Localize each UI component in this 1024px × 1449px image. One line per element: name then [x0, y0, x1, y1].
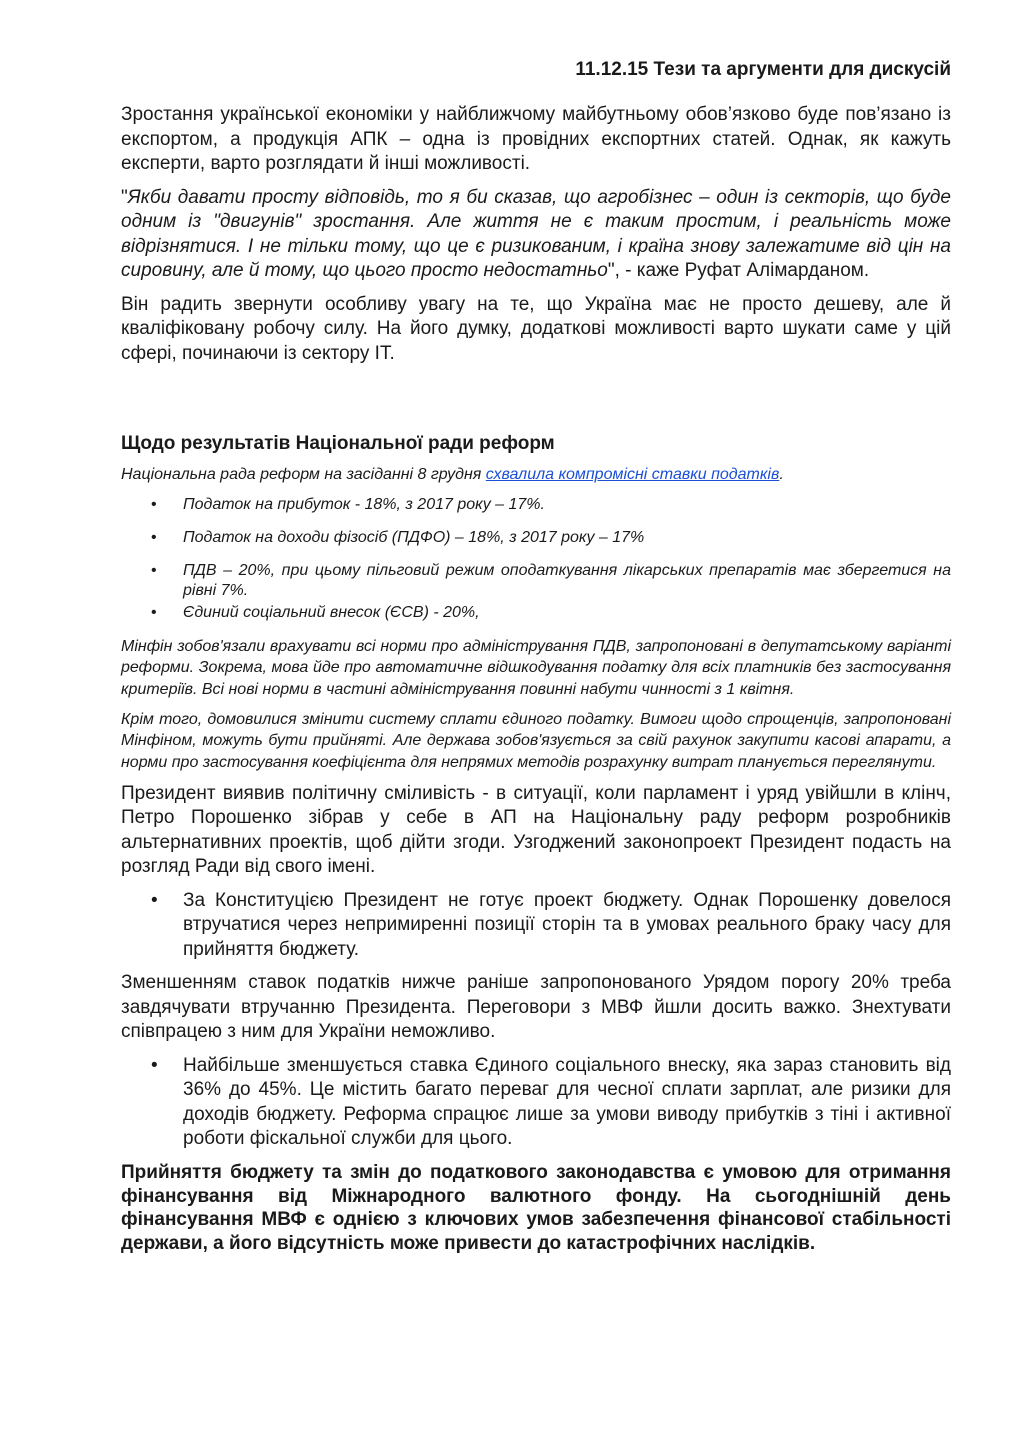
- quote-open: ": [121, 186, 128, 208]
- minfin-paragraph: Мінфін зобов'язали врахувати всі норми про адміністрування ПДВ, запропоновані в депутатському варіанті реформи. Зокрема, мова йде про автоматичне відшкодування податку для всіх платників без застосування критеріїв. Всі нові норми в частині адміністрування повинні набути чинності з 1 квітня.: [121, 637, 951, 698]
- list-item: [121, 495, 951, 515]
- intro-paragraph: Зростання української економіки у найближчому майбутньому обов’язково буде пов’язано із експортом, а продукція АПК – одна із провідних експортних статей. Однак, як кажуть експерти, варто розглядати й інші можливості.: [121, 104, 951, 174]
- esv-list: [121, 1054, 951, 1152]
- bullet-icon: •: [151, 1054, 158, 1076]
- bullet-icon: •: [151, 889, 158, 911]
- list-item-text: Податок на прибуток - 18%, з 2017 року – 17%.: [183, 495, 545, 513]
- president-paragraph: Президент виявив політичну сміливість - в ситуації, коли парламент і уряд увійшли в клінч, Петро Порошенко зібрав у себе в АП на Національну раду реформ розробників альтернативних проектів, щоб дійти згоди. Узгоджений законопроект Президент подасть на розгляд Ради від свого імені.: [121, 782, 951, 878]
- list-item: [121, 528, 951, 548]
- list-item-text: Податок на доходи фізосіб (ПДФО) – 18%, з 2017 року – 17%: [183, 528, 645, 546]
- quote-paragraph: [121, 186, 951, 284]
- list-item: [121, 603, 951, 623]
- bullet-icon: •: [151, 495, 157, 513]
- bullet-icon: •: [151, 603, 157, 621]
- section-lead: [121, 464, 951, 486]
- section-title: Щодо результатів Національної ради реформ: [121, 433, 555, 454]
- list-item-text: За Конституцією Президент не готує проект бюджету. Однак Порошенку довелося втручатися через непримиренні позиції сторін та в умовах реального браку часу для прийняття бюджету.: [183, 889, 951, 960]
- bullet-icon: •: [151, 528, 157, 546]
- section-lead-text: Національна рада реформ на засіданні 8 грудня: [121, 466, 486, 483]
- list-item: [121, 1054, 951, 1152]
- page-title: 11.12.15 Тези та аргументи для дискусій: [575, 59, 951, 80]
- single-tax-paragraph: Крім того, домовилися змінити систему сплати єдиного податку. Вимоги щодо спрощенців, запропоновані Мінфіном, можуть бути прийняті. Але держава зобов'язується за свій рахунок закупити касові апарати, а норми про застосування коефіцієнта для непрямих методів розрахунку витрат планується переглянути.: [121, 710, 951, 772]
- list-item-text: Найбільше зменшується ставка Єдиного соціального внеску, яка зараз становить від 36% до 45%. Це містить багато переваг для чесної сплати зарплат, але ризики для доходів бюджету. Реформа спрацює лише за умови виводу прибутків з тіні і активної роботи фіскальної служби для цього.: [183, 1054, 951, 1150]
- quote-attribution: ", - каже Руфат Алімарданом.: [607, 260, 870, 281]
- tax-rates-link[interactable]: схвалила компромісні ставки податків: [485, 466, 780, 483]
- bullet-icon: •: [151, 561, 157, 579]
- conclusion-paragraph: Прийняття бюджету та змін до податкового законодавства є умовою для отримання фінансування від Міжнародного валютного фонду. На сьогоднішній день фінансування МВФ є однією з ключових умов забезпечення фінансової стабільності держави, а його відсутність може привести до катастрофічних наслідків.: [121, 1161, 951, 1255]
- workforce-paragraph: Він радить звернути особливу увагу на те, що Україна має не просто дешеву, але й кваліфіковану робочу силу. На його думку, додаткові можливості варто шукати саме у цій сфері, починаючи із сектору ІТ.: [121, 293, 951, 364]
- list-item-text: ПДВ – 20%, при цьому пільговий режим оподаткування лікарських препаратів має збергетися на рівні 7%.: [183, 561, 951, 599]
- list-item-text: Єдиний соціальний внесок (ЄСВ) - 20%,: [183, 603, 480, 621]
- quote-italic-text: Якби давати просту відповідь, то я би сказав, що агробізнес – один із секторів, що буде одним із "двигунів" зростання. Але життя не є таким простим, і реальність може відрізнятися. І не тільки тому, що це є ризикованим, і країна знову залежатиме від цін на сировину, але й тому, що цього просто недостатньо: [121, 186, 951, 281]
- constitution-list: [121, 889, 951, 963]
- document-page: [121, 58, 951, 1256]
- section-lead-end: .: [779, 466, 784, 483]
- list-item: [121, 889, 951, 963]
- tax-rates-list: [121, 495, 951, 623]
- reduction-paragraph: Зменшенням ставок податків нижче раніше запропонованого Урядом порогу 20% треба завдячувати втручанню Президента. Переговори з МВФ йшли досить важко. Знехтувати співпрацею з ним для України неможливо.: [121, 972, 951, 1043]
- list-item: [121, 561, 951, 601]
